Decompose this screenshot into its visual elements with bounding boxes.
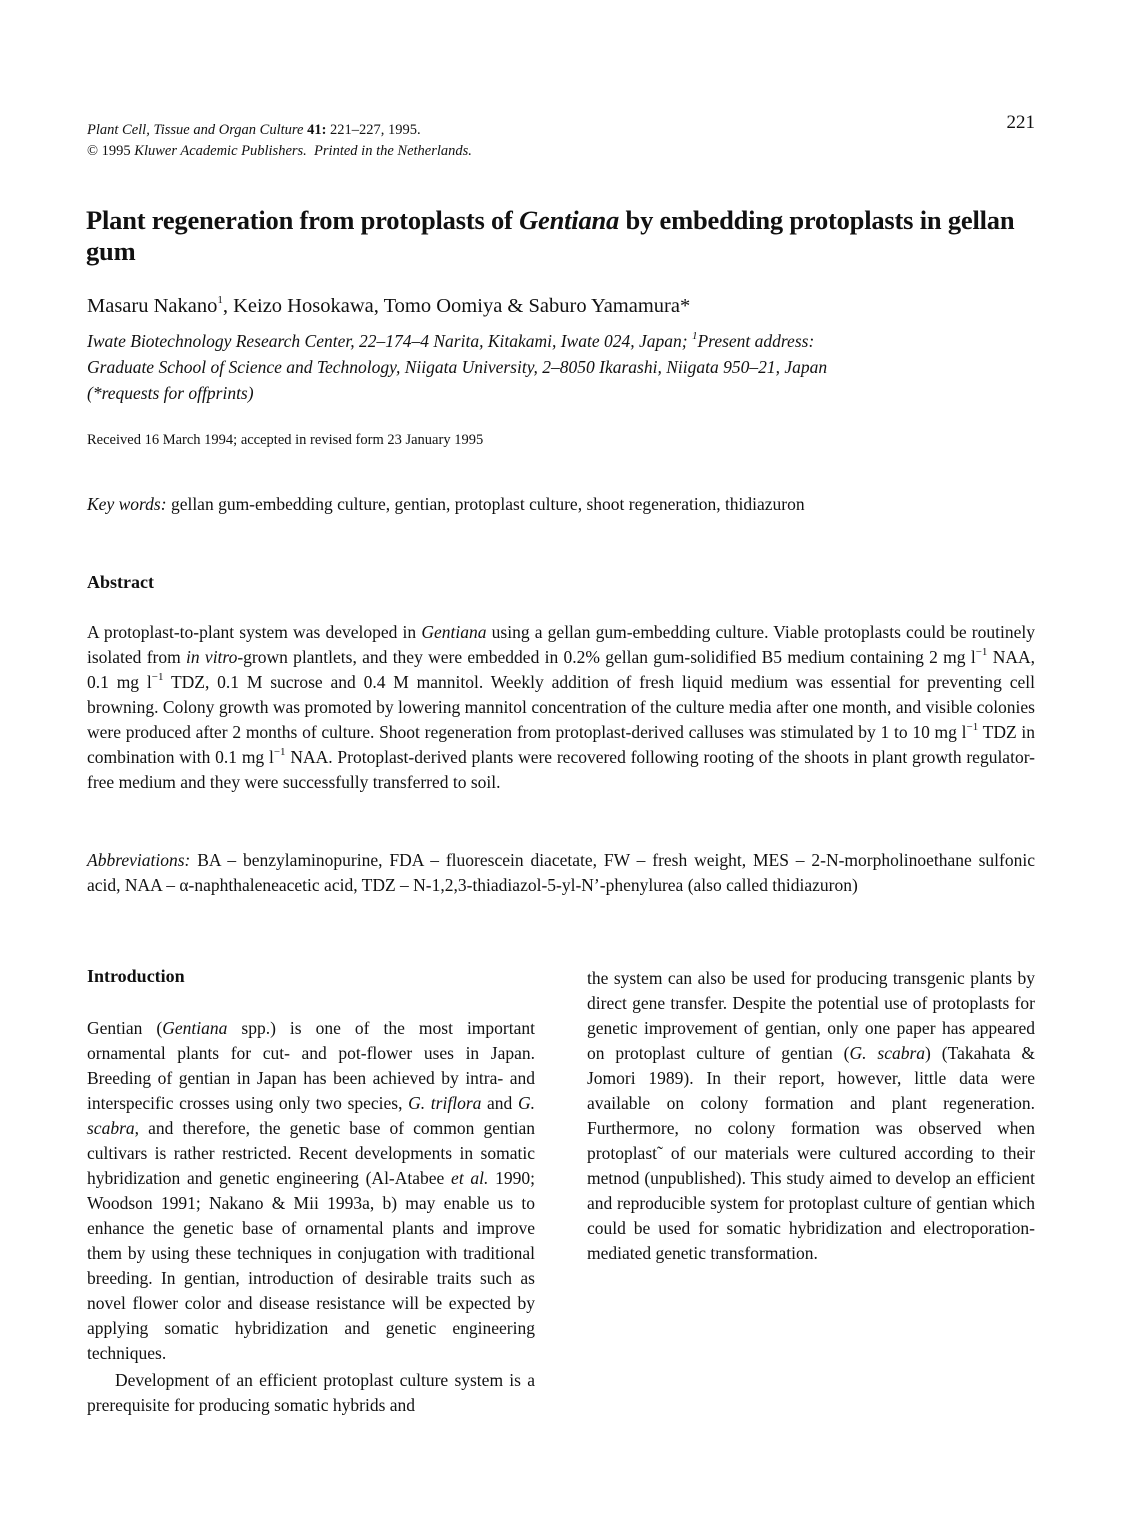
col2-text-b: ) (Takahata & Jomori 1989). In their report, however, little data were available on colony formation and plant regeneration. Furthermore, no colony formation was observed when protoplast˜ of our materials were cultured according to their metnod (unpublished). This study aimed to develop an efficient and reproducible system for protoplast culture of gentian which could be used for somatic hybridization and electroporation-mediated genetic transformation. [587,1043,1036,1263]
author-1: Masaru Nakano [87,295,218,317]
affiliation-sup: 1 [691,330,698,343]
affiliation-line-3: (*requests for offprints) [87,383,254,403]
copyright-symbol: © [87,143,99,159]
affiliation-line-1 [87,328,1047,354]
introduction-heading: Introduction [87,966,185,986]
author-list [87,295,690,318]
keywords-label: Key words: [87,494,167,514]
author-1-sup: 1 [217,294,223,307]
introduction-column-2 [587,966,1035,1266]
intro-species-1: G. triflora [408,1093,482,1113]
intro-genus: Gentiana [162,1018,228,1038]
abstract-heading: Abstract [87,572,154,592]
abstract-text-2: using a gellan gum-embedding culture. Viable protoplasts could be routinely isolated from [87,622,1035,667]
journal-line-2 [87,141,472,162]
abbreviations [87,848,1035,898]
journal-line-1 [87,120,472,141]
exponent: −1 [966,721,979,734]
exponent: −1 [273,746,286,759]
publisher: Kluwer Academic Publishers. [134,143,307,159]
introduction-paragraph-2: Development of an efficient protoplast culture system is a prerequisite for producing somatic hybrids and [87,1370,535,1415]
affiliation-line-2: Graduate School of Science and Technology, Niigata University, 2–8050 Ikarashi, Niigata 950–21, Japan [87,357,828,377]
journal-volume: 41: [307,122,327,138]
title-genus: Gentiana [519,205,620,235]
col2-species: G. scabra [849,1043,926,1063]
abbreviations-label: Abbreviations: [87,850,191,870]
keywords [87,494,1047,515]
page-number: 221 [1006,112,1035,133]
abbreviations-text: BA – benzylaminopurine, FDA – fluorescein diacetate, FW – fresh weight, MES – 2-N-morpholinoethane sulfonic acid, NAA – α-naphthaleneacetic acid, TDZ – N-1,2,3-thiadiazol-5-yl-N’-phenylurea (also called thidiazuron) [87,850,1035,895]
present-address-label: Present address: [697,331,815,351]
journal-pages-year: 221–227, 1995. [330,122,421,138]
copyright-year: 1995 [101,143,131,159]
intro-text-e: 1990; Woodson 1991; Nakano & Mii 1993a, b) may enable us to enhance the genetic base of ornamental plants and improve them by using these techniques in conjugation with traditional breeding. In gentian, introduction of desirable traits such as novel flower color and disease resistance will be expected by applying somatic hybridization and genetic engineering techniques. [87,1168,535,1363]
introduction-paragraph-1 [87,1016,535,1366]
intro-text-d: , and therefore, the genetic base of common gentian cultivars is rather restricted. Recent developments in somatic hybridization and genetic engineering (Al-Atabee [87,1118,535,1188]
title-text-2: by embedding protoplasts in gellan gum [86,205,1015,266]
title-text-1: Plant regeneration from protoplasts of [86,205,520,235]
abstract-text-4: NAA, 0.1 mg l [87,647,1036,692]
col2-text-a: the system can also be used for producing transgenic plants by direct gene transfer. Despite the potential use of protoplasts for genetic improvement of gentian, only one paper has appeared on protoplast culture of gentian ( [587,968,1035,1063]
printed-in: Printed in the Netherlands. [314,143,472,159]
abstract-invitro: in vitro [186,647,238,667]
intro-text-c: and [481,1093,518,1113]
exponent: −1 [975,646,988,659]
abstract-text-6: TDZ in combination with 0.1 mg l [87,722,1035,767]
abstract-body [87,620,1035,795]
affiliation-text: Iwate Biotechnology Research Center, 22–174–4 Narita, Kitakami, Iwate 024, Japan; [87,331,692,351]
intro-etal: et al. [451,1168,489,1188]
authors-rest: , Keizo Hosokawa, Tomo Oomiya & Saburo Yamamura* [222,295,691,317]
journal-name: Plant Cell, Tissue and Organ Culture [87,122,304,138]
journal-citation [87,120,472,162]
intro-text-a: Gentian ( [87,1018,163,1038]
paper-title [86,205,1036,267]
abstract-text-5: TDZ, 0.1 M sucrose and 0.4 M mannitol. Weekly addition of fresh liquid medium was essential for preventing cell browning. Colony growth was promoted by lowering mannitol concentration of the culture media after one month, and visible colonies were produced after 2 months of culture. Shoot regeneration from protoplast-derived calluses was stimulated by 1 to 10 mg l [87,672,1035,742]
intro-text-b: spp.) is one of the most important ornamental plants for cut- and pot-flower uses in Japan. Breeding of gentian in Japan has been achieved by intra- and interspecific crosses using only two species, [87,1018,535,1113]
exponent: −1 [151,671,164,684]
abstract-text-3: -grown plantlets, and they were embedded in 0.2% gellan gum-solidified B5 medium containing 2 mg l [237,647,976,667]
abstract-genus: Gentiana [421,622,487,642]
affiliation [87,328,1047,406]
abstract-text-7: NAA. Protoplast-derived plants were recovered following rooting of the shoots in plant growth regulator-free medium and they were successfully transferred to soil. [87,747,1035,792]
abstract-text-1: A protoplast-to-plant system was developed in [87,622,422,642]
received-dates: Received 16 March 1994; accepted in revised form 23 January 1995 [87,432,484,448]
intro-species-2: G. scabra [87,1093,535,1138]
keywords-text: gellan gum-embedding culture, gentian, protoplast culture, shoot regeneration, thidiazuron [170,494,805,514]
